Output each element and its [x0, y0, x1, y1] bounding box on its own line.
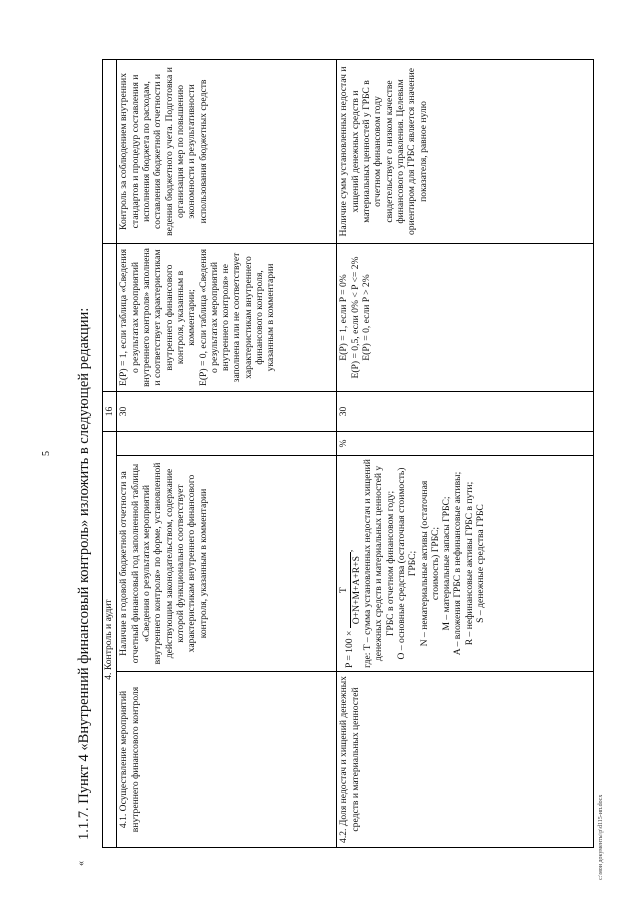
formula-legend-line: где: T – сумма установленных недостач и хищений денежных средств и материальных ценностей у ГРБС в отчетном финансовом году; [361, 459, 396, 668]
indicator-comment: Контроль за соблюдением внутренних стандартов и процедур составления и исполнения бюджета по расходам, составления бюджетной отчетности и ведения бюджетного учета. Подготовка и организация мер по повышению экономности и результативности использования бюджетных средств [117, 59, 337, 243]
indicator-evaluation [337, 243, 594, 391]
evaluation-line: E(P) = 0, если таблица «Сведения о результатах мероприятий внутреннего контроля» не заполнена или не соответствует характеристикам внутреннего финансового контроля, указанным в комментарии [197, 248, 277, 386]
indicators-table-container [102, 60, 594, 848]
indicator-comment: Наличие сумм установленных недостач и хищений денежных средств и материальных ценностей у ГРБС в отчетном финансовом году свидетельствует о низком качестве финансового управления. Целевым ориентиром для ГРБС является значение показателя, равное нулю [337, 59, 594, 243]
file-path-footer: c:\мои документы\р\d115-ип.docx [598, 794, 604, 880]
evaluation-line: E(P) = 1, если P = 0% [338, 274, 350, 361]
indicator-name: 4.1. Осуществление мероприятий внутреннего финансового контроля [117, 672, 337, 848]
formula [338, 459, 362, 668]
formula-prefix: P = 100 × [344, 630, 356, 668]
indicator-formula-cell [337, 456, 594, 672]
indicator-weight: 30 [117, 391, 337, 431]
formula-legend-line: R – нефинансовые активы ГРБС в пути; [463, 481, 475, 646]
indicator-evaluation [117, 243, 337, 391]
formula-legend-line: O – основные средства (остаточная стоимость) ГРБС; [395, 467, 419, 660]
evaluation-line: E(P) = 1, если таблица «Сведения о результатах мероприятий внутреннего контроля» заполнена и соответствует характеристикам внутреннего финансового контроля, указанным в комментарии; [118, 248, 198, 387]
formula-fraction [338, 549, 362, 628]
formula-legend-line: N – нематериальные активы (остаточная стоимость) ГРБС; [418, 480, 441, 647]
formula-denominator: O+N+M+A+R+S [350, 556, 362, 625]
formula-legend-line: S – денежные средства ГРБС [475, 504, 487, 623]
section-empty-cell [103, 59, 117, 243]
indicator-description: Наличие в годовой бюджетной отчетности за отчетный финансовый год заполненной таблицы «Сведения о результатах мероприятий внутреннего контроля» по форме, установленной действующим законодательством, содержание которой функционально соответствует характеристикам внутреннего финансового контроля, указанным в комментарии [117, 456, 337, 672]
section-title: 4. Контроль и аудит [103, 431, 117, 847]
evaluation-line: E(P) = 0,5, если 0% < P <= 2% [349, 256, 361, 379]
quote-mark: « [76, 861, 87, 866]
section-weight: 16 [103, 391, 117, 431]
indicator-weight: 30 [337, 391, 594, 431]
table-row [117, 59, 337, 847]
formula-legend-line: M – материальные запасы ГРБС; [441, 496, 453, 631]
section-empty-cell [103, 243, 117, 391]
table-row [337, 59, 594, 847]
indicator-name: 4.2. Доля недостач и хищений денежных средств и материальных ценностей [337, 672, 594, 848]
formula-suffix: , [344, 549, 356, 553]
indicator-unit [117, 431, 337, 455]
section-heading: 1.1.7. Пункт 4 «Внутренний финансовый контроль» изложить в следующей редакции: [76, 307, 92, 840]
indicator-unit: % [337, 431, 594, 455]
page-number: 5 [41, 451, 52, 456]
formula-numerator: T [338, 552, 350, 628]
indicators-table [102, 59, 594, 848]
section-row [103, 59, 117, 847]
evaluation-line: E(P) = 0, если P > 2% [360, 274, 372, 361]
formula-legend-line: A – вложения ГРБС в нефинансовые активы; [452, 471, 464, 656]
